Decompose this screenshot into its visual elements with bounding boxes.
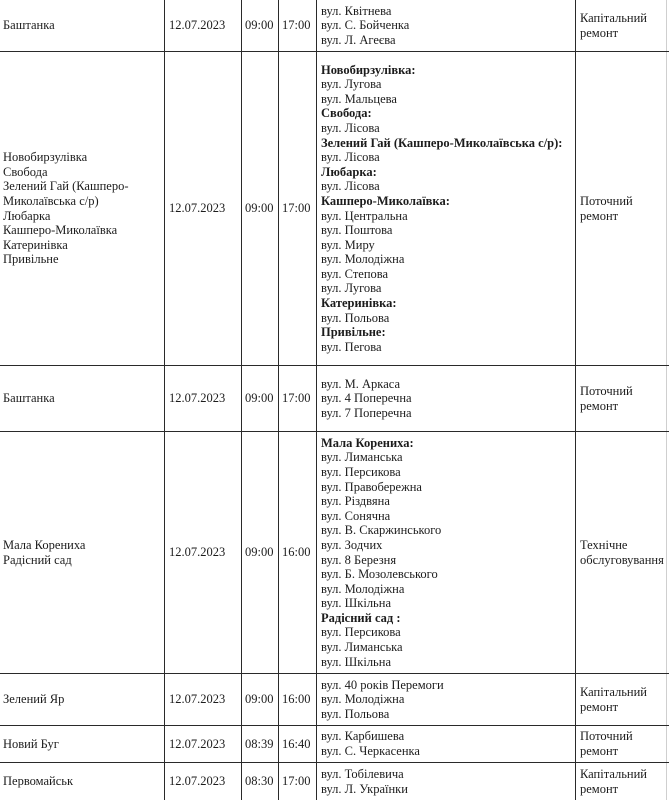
street-name: вул. Сонячна: [321, 508, 391, 523]
work-type-cell: [575, 726, 667, 762]
table-row: [0, 674, 669, 726]
outage-date: 12.07.2023: [169, 774, 226, 789]
settlements-cell: [0, 674, 164, 725]
settlement-name: Зелений Яр: [3, 692, 65, 707]
settlement-heading: Новобирзулівка:: [321, 62, 416, 77]
work-type: Поточний ремонт: [580, 729, 633, 758]
table-row: [0, 726, 669, 763]
settlement-heading: Кашперо-Миколаївка:: [321, 193, 450, 208]
street-name: вул. С. Бойченка: [321, 18, 410, 33]
end-time-cell: [278, 52, 316, 365]
street-name: вул. Степова: [321, 266, 389, 281]
street-name: вул. В. Скаржинського: [321, 523, 442, 538]
table-row: [0, 763, 669, 800]
settlements-cell: [0, 726, 164, 762]
outage-date: 12.07.2023: [169, 692, 226, 707]
work-type: Технічне обслуговування: [580, 537, 664, 567]
settlement-name: Зелений Гай (Кашперо-Миколаївська с/р): [3, 179, 129, 208]
start-time: 09:00: [245, 201, 274, 216]
street-name: вул. Лиманська: [321, 450, 403, 465]
settlement-heading: Любарка:: [321, 164, 377, 179]
street-name: вул. Л. Агеєва: [321, 32, 396, 47]
street-name: вул. Лиманська: [321, 640, 403, 655]
work-type-cell: [575, 52, 667, 365]
outage-date: 12.07.2023: [169, 736, 226, 751]
street-name: вул. Лісова: [321, 179, 380, 194]
start-time: 09:00: [245, 391, 274, 406]
start-time-cell: [241, 366, 278, 431]
work-type: Капітальний ремонт: [580, 10, 647, 40]
work-type-cell: [575, 366, 667, 431]
street-name: вул. 40 років Перемоги: [321, 677, 444, 692]
street-name: вул. Л. Українки: [321, 781, 408, 796]
table-row: [0, 432, 669, 674]
street-name: вул. Персикова: [321, 464, 401, 479]
work-type: Капітальний ремонт: [580, 684, 647, 714]
streets-cell: [316, 674, 575, 725]
work-type-cell: [575, 674, 667, 725]
end-time-cell: [278, 0, 316, 51]
start-time: 09:00: [245, 692, 274, 707]
settlement-name: Мала Корениха: [3, 537, 86, 552]
street-name: вул. Миру: [321, 237, 375, 252]
street-name: вул. Лісова: [321, 150, 380, 165]
end-time-cell: [278, 432, 316, 673]
settlement-name: Катеринівка: [3, 237, 68, 252]
work-type-cell: [575, 432, 667, 673]
settlement-name: Свобода: [3, 164, 48, 179]
date-cell: [164, 726, 241, 762]
street-name: вул. 8 Березня: [321, 552, 397, 567]
street-name: вул. Лугова: [321, 77, 382, 92]
work-type-cell: [575, 0, 667, 51]
settlement-name: Новобирзулівка: [3, 150, 88, 165]
street-name: вул. Шкільна: [321, 654, 391, 669]
end-time: 16:40: [282, 736, 311, 751]
street-name: вул. Центральна: [321, 208, 408, 223]
settlement-heading: Привільне:: [321, 325, 386, 340]
outage-date: 12.07.2023: [169, 18, 226, 33]
start-time: 09:00: [245, 18, 274, 33]
street-name: вул. Польова: [321, 706, 390, 721]
end-time: 17:00: [282, 774, 311, 789]
street-name: вул. Тобілевича: [321, 766, 404, 781]
settlement-heading: Радісний сад :: [321, 610, 401, 625]
outage-date: 12.07.2023: [169, 201, 226, 216]
date-cell: [164, 366, 241, 431]
date-cell: [164, 0, 241, 51]
street-name: вул. Поштова: [321, 223, 393, 238]
settlement-name: Первомайськ: [3, 774, 74, 789]
table-row: [0, 366, 669, 432]
outage-date: 12.07.2023: [169, 545, 226, 560]
streets-cell: [316, 366, 575, 431]
start-time: 08:30: [245, 774, 274, 789]
table-row: [0, 52, 669, 366]
street-name: вул. Молодіжна: [321, 692, 405, 707]
table-row: [0, 0, 669, 52]
settlement-heading: Свобода:: [321, 106, 372, 121]
settlement-name: Радісний сад: [3, 552, 72, 567]
street-name: вул. Зодчих: [321, 537, 383, 552]
street-name: вул. 4 Поперечна: [321, 391, 412, 406]
street-name: вул. Молодіжна: [321, 252, 405, 267]
end-time-cell: [278, 763, 316, 800]
street-name: вул. Польова: [321, 310, 390, 325]
settlement-name: Новий Буг: [3, 736, 59, 751]
streets-cell: [316, 432, 575, 673]
start-time: 09:00: [245, 545, 274, 560]
start-time-cell: [241, 52, 278, 365]
settlements-cell: [0, 763, 164, 800]
date-cell: [164, 432, 241, 673]
settlement-name: Баштанка: [3, 18, 55, 33]
end-time-cell: [278, 674, 316, 725]
settlement-name: Баштанка: [3, 391, 55, 406]
settlement-heading: Катеринівка:: [321, 296, 397, 311]
date-cell: [164, 52, 241, 365]
street-name: вул. Пегова: [321, 339, 382, 354]
settlements-cell: [0, 432, 164, 673]
settlements-cell: [0, 366, 164, 431]
end-time: 17:00: [282, 18, 311, 33]
street-name: вул. 7 Поперечна: [321, 405, 412, 420]
start-time-cell: [241, 674, 278, 725]
street-name: вул. Лісова: [321, 120, 380, 135]
settlements-cell: [0, 0, 164, 51]
settlement-heading: Зелений Гай (Кашперо-Миколаївська с/р):: [321, 135, 563, 150]
streets-cell: [316, 726, 575, 762]
street-name: вул. С. Черкасенка: [321, 744, 420, 758]
settlement-name: Любарка: [3, 208, 51, 223]
street-name: вул. Квітнева: [321, 3, 392, 18]
street-name: вул. Б. Мозолевського: [321, 567, 438, 582]
start-time-cell: [241, 763, 278, 800]
work-type-cell: [575, 763, 667, 800]
street-name: вул. Правобережна: [321, 479, 422, 494]
streets-cell: [316, 763, 575, 800]
street-name: вул. Персикова: [321, 625, 401, 640]
street-name: вул. Шкільна: [321, 596, 391, 611]
end-time: 17:00: [282, 201, 311, 216]
end-time-cell: [278, 366, 316, 431]
settlement-name: Кашперо-Миколаївка: [3, 223, 118, 238]
end-time: 16:00: [282, 692, 311, 707]
street-name: вул. Мальцева: [321, 91, 397, 106]
street-name: вул. М. Аркаса: [321, 376, 400, 391]
outage-date: 12.07.2023: [169, 391, 226, 406]
work-type: Капітальний ремонт: [580, 766, 647, 796]
street-name: вул. Молодіжна: [321, 581, 405, 596]
work-type: Поточний ремонт: [580, 383, 633, 413]
date-cell: [164, 674, 241, 725]
street-name: вул. Різдвяна: [321, 494, 390, 509]
start-time: 08:39: [245, 736, 274, 751]
streets-cell: [316, 52, 575, 365]
settlements-cell: [0, 52, 164, 365]
start-time-cell: [241, 432, 278, 673]
work-type: Поточний ремонт: [580, 193, 633, 223]
start-time-cell: [241, 726, 278, 762]
street-name: вул. Карбишева: [321, 729, 405, 744]
date-cell: [164, 763, 241, 800]
end-time: 16:00: [282, 545, 311, 560]
end-time-cell: [278, 726, 316, 762]
settlement-name: Привільне: [3, 252, 59, 267]
settlement-heading: Мала Корениха:: [321, 435, 414, 450]
street-name: вул. Лугова: [321, 281, 382, 296]
streets-cell: [316, 0, 575, 51]
start-time-cell: [241, 0, 278, 51]
end-time: 17:00: [282, 391, 311, 406]
